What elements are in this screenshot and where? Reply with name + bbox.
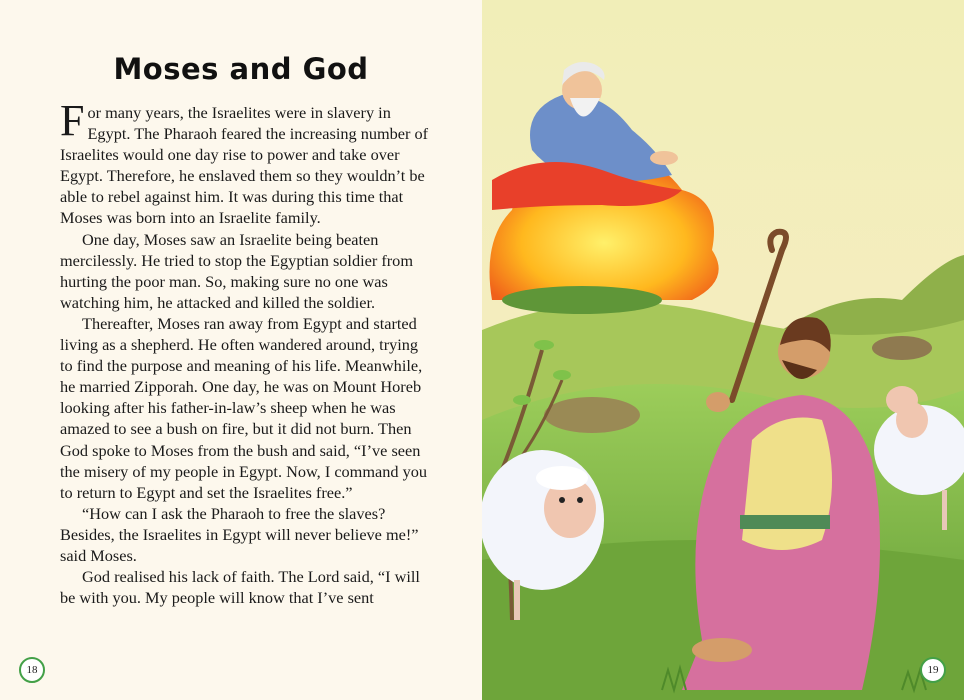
- moses-tunic: [742, 418, 832, 551]
- sheep-right-face-2: [886, 386, 918, 414]
- illustration-svg: [482, 0, 964, 700]
- rock: [872, 336, 932, 360]
- sheep-left-eye: [577, 497, 583, 503]
- moses-belt: [740, 515, 830, 529]
- paragraph-4: “How can I ask the Pharaoh to free the slaves? Besides, the Israelites in Egypt will never believe me!” said Moses.: [60, 503, 419, 565]
- paragraph-5: God realised his lack of faith. The Lord said, “I will be with you. My people will know that I’ve sent: [60, 567, 420, 608]
- moses-foot: [692, 638, 752, 662]
- moses-hand: [706, 392, 730, 412]
- page-title: Moses and God: [113, 52, 369, 86]
- paragraph-3: Thereafter, Moses ran away from Egypt and started living as a shepherd. He often wandered around, trying to find the purpose and meaning of his life. Meanwhile, he married Zipporah. One day, he was on Mount Horeb looking after his father-in-law’s sheep when he was amazed to see a bush on fire, but it did not burn. Then God spoke to Moses from the bush and said, “I’ve seen the misery of my people in Egypt. Now, I command you to return to Egypt and set the Israelites free.”: [60, 313, 428, 502]
- sheep-right-leg: [942, 490, 947, 530]
- story-text: [60, 96, 432, 608]
- page-number-left: 18: [19, 657, 45, 683]
- rock: [544, 397, 640, 433]
- page-number-right: 19: [920, 657, 946, 683]
- god-hand: [650, 151, 678, 165]
- sheep-left-leg: [514, 580, 520, 620]
- leaf: [513, 395, 531, 405]
- paragraph-1: For many years, the Israelites were in slavery in Egypt. The Pharaoh feared the increasing number of Israelites would one day rise to power and take over Egypt. Therefore, he enslaved them so they wouldn’t be able to rebel against him. It was during this time that Moses was born into an Israelite family.: [60, 96, 429, 228]
- leaf: [534, 340, 554, 350]
- sheep-left-eye: [559, 497, 565, 503]
- illustration-moses-burning-bush: [482, 0, 964, 700]
- paragraph-2: One day, Moses saw an Israelite being beaten mercilessly. He tried to stop the Egyptian soldier from hurting the poor man. So, making sure no one was watching him, he attacked and killed the soldier.: [60, 229, 413, 312]
- leaf: [553, 370, 571, 380]
- drop-cap: F: [60, 96, 85, 145]
- sheep-left-wool-top: [536, 466, 588, 490]
- bush-base: [502, 286, 662, 314]
